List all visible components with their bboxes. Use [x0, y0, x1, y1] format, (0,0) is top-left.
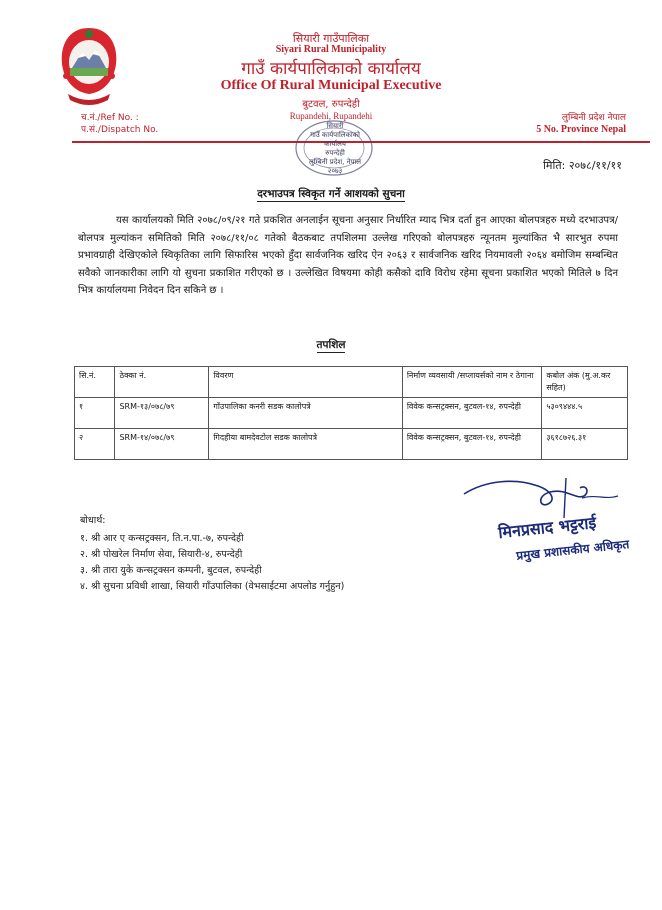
contract-table — [74, 366, 628, 460]
document-date: मिति: २०७८/११/११ — [543, 159, 622, 172]
location-np: बुटवल, रुपन्देही — [302, 99, 360, 110]
municipality-name-en: Siyari Rural Municipality — [275, 44, 387, 55]
table-row — [75, 398, 628, 429]
municipality-name-np: सियारी गाउँपालिका — [292, 32, 370, 45]
reference-numbers — [81, 112, 158, 136]
signatory-title: प्रमुख प्रशासकीय अधिकृत — [515, 537, 630, 563]
stamp-line: सियारी — [326, 122, 344, 130]
cc-label: बोधार्थ: — [80, 515, 106, 526]
notice-subject — [0, 187, 662, 201]
cc-list — [80, 513, 344, 595]
stamp-line: लुम्बिनी प्रदेश, नेपाल — [308, 158, 362, 166]
notice-body: यस कार्यालयको मिति २०७८/०९/२१ गते प्रकशित अनलाईन सूचना अनुसार निर्धारित म्याद भित्र दर्ता हुन आएका बोलपत्रहरु मध्ये दरभाउपत्र/बोलपत्र मुल्यांकन समितिको मिति २०७८/११/०८ गतेको बैठकबाट तपशिलमा उल्लेख गरिएको बोलपत्रहरु न्यूनतम मुल्यांकित भै सारभुत रुपमा प्रभावग्राही देखिएकोले स्विकृतिका लागि सिफारिस भएको हुँदा सार्वजनिक खरिद ऐन २०६३ र सार्वजनिक खरिद नियमावली २०६४ बमोजिम सम्बन्धित सवैको जानकारीका लागि यो सुचना प्रकाशित गरीएको छ । उल्लेखित विषयमा कोही कसैको दावि विरोध रहेमा सूचना प्रकाशित भएको मितिले ७ दिन भित्र कार्यालयमा निवेदन दिन सकिने छ । — [78, 215, 618, 296]
table-header-cell: कबोल अंक (मु.अ.कर सहित) — [542, 367, 628, 398]
office-name-np: गाउँ कार्यपालिकाको कार्यालय — [241, 59, 421, 79]
table-cell: विवेक कन्सट्रक्सन, बुटवल-१४, रुपन्देही — [402, 429, 542, 460]
table-cell: गाँउपालिका कनरी सडक कालोपत्रे — [209, 398, 402, 429]
stamp-line: कार्यालय — [324, 140, 346, 148]
table-header-cell: सि.नं. — [75, 367, 115, 398]
table-cell: SRM-१४/०७८/७९ — [115, 429, 209, 460]
table-cell: १ — [75, 398, 115, 429]
cc-item: ३. श्री तारा युके कन्सट्रक्सन कम्पनी, बुटवल, रुपन्देही — [80, 565, 262, 576]
tapsil-heading — [0, 338, 662, 352]
table-header-row — [75, 367, 628, 398]
stamp-line: २०७३ — [327, 167, 343, 175]
table-cell: ३६१८७२६.३१ — [542, 429, 628, 460]
table-cell: SRM-१३/०७८/७९ — [115, 398, 209, 429]
table-header-cell: विवरण — [209, 367, 402, 398]
table-cell: ५३०९४४४.५ — [542, 398, 628, 429]
cc-item: २. श्री पोखरेल निर्माण सेवा, सियारी-४, रुपन्देही — [80, 549, 243, 560]
province-en: 5 No. Province Nepal — [536, 124, 626, 135]
table-cell: २ — [75, 429, 115, 460]
table-header-cell: ठेक्का नं. — [115, 367, 209, 398]
province-np: लुम्बिनी प्रदेश नेपाल — [561, 113, 626, 123]
ref-no-label: च.नं./Ref No. : — [81, 113, 139, 123]
notice-subject-text: दरभाउपत्र स्विकृत गर्ने आशयको सुचना — [257, 188, 405, 200]
table-cell: विवेक कन्सट्रक्सन, बुटवल-१४, रुपन्देही — [402, 398, 542, 429]
signatory-name: मिनप्रसाद भट्टराई — [497, 512, 598, 543]
table-cell: गिदहीया बामदेवटोल सडक कालोपत्रे — [209, 429, 402, 460]
location-en: Rupandehi, Rupandehi — [289, 111, 373, 121]
cc-item: ४. श्री सुचना प्रविधी शाखा, सियारी गाँउपालिका (वेभसाईटमा अपलोड गर्नुहुन) — [80, 581, 345, 592]
stamp-line: गाउँ कार्यपालिकाको — [310, 131, 360, 139]
stamp-line: रुपन्देही — [325, 149, 345, 157]
dispatch-no-label: प.सं./Dispatch No. — [81, 125, 159, 135]
province-info — [536, 112, 626, 136]
tapsil-heading-text: तपशिल — [316, 339, 346, 351]
table-header-cell: निर्माण व्यवसायी /सप्लायर्सको नाम र ठेगाना — [402, 367, 542, 398]
table-row — [75, 429, 628, 460]
cc-item: १. श्री आर ए कन्सट्रक्सन, ति.न.पा.-७, रुपन्देही — [80, 533, 244, 544]
office-name-en: Office Of Rural Municipal Executive — [220, 78, 442, 93]
